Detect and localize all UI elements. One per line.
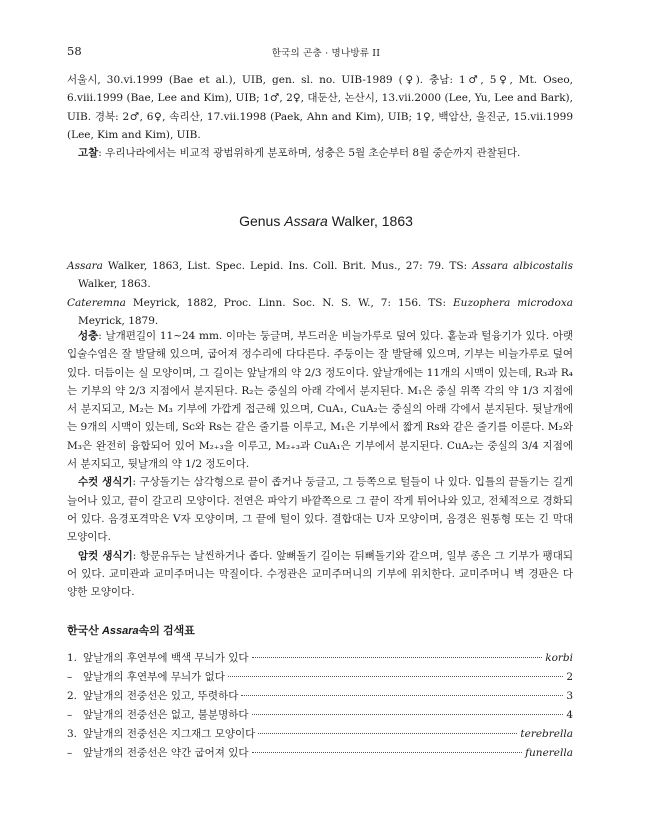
page-number: 58: [67, 44, 82, 58]
type-species-author: Meyrick, 1879.: [78, 314, 159, 327]
synonym-list: [67, 257, 573, 330]
key-title: [67, 622, 195, 638]
key-couplet-text: 앞날개의 전중선은 약간 굽어져 있다: [83, 747, 249, 759]
records-text: 서울시, 30.vi.1999 (Bae et al.), UIB, gen. sl. no. UIB-1989 (♀). 충남: 1♂, 5♀, Mt. Oseo, 6.viii.1999 (Bae, Lee and Kim), UIB; 1♂, 2♀, 대둔산, 논산시, 13.vii.2000 (Lee, Yu, Lee and Bark), UIB. 경북: 2♂, 6♀, 속리산, 17.vii.1998 (Paek, Ahn and Kim), UIB; 1♀, 백암산, 울진군, 15.vii.1999 (Lee, Kim and Kim), UIB.: [67, 74, 573, 141]
description-section: [67, 327, 573, 601]
key-couplet-number: –: [67, 747, 73, 759]
key-couplet-number: 3.: [67, 728, 78, 740]
genus-heading-author: Walker, 1863: [327, 213, 413, 229]
adult-paragraph: [67, 327, 573, 473]
synonym-name: Assara: [67, 260, 103, 272]
synonym-entry: [67, 257, 573, 294]
key-result: korbi: [545, 652, 573, 664]
genus-heading: [0, 213, 652, 229]
running-title: 한국의 곤충 · 명나방류 II: [271, 48, 381, 59]
key-row: [67, 650, 573, 669]
remarks-text: : 우리나라에서는 비교적 광범위하게 분포하며, 성충은 5월 초순부터 8월 중순까지 관찰된다.: [98, 147, 521, 160]
synonym-citation: Meyrick, 1882, Proc. Linn. Soc. N. S. W., 7: 156. TS:: [125, 296, 454, 309]
records-section: [67, 71, 573, 162]
leader-dots: [252, 657, 543, 658]
key-title-genus: Assara: [101, 625, 139, 637]
key-result: 3: [566, 690, 573, 702]
key-couplet-number: 1.: [67, 652, 78, 664]
genus-heading-name: Assara: [284, 213, 328, 229]
key-result: terebrella: [520, 728, 573, 740]
type-species: Euzophera microdoxa: [453, 296, 574, 309]
female-genitalia-label: 암컷 생식기: [78, 549, 133, 562]
male-genitalia-label: 수컷 생식기: [78, 476, 133, 489]
key-title-prefix: 한국산: [67, 625, 102, 637]
key-result: 4: [566, 709, 573, 721]
key-result: funerella: [525, 747, 573, 759]
key-row: [67, 688, 573, 707]
type-species: Assara albicostalis: [472, 260, 574, 272]
key-couplet-text: 앞날개의 후연부에 무늬가 없다: [83, 671, 225, 683]
key-title-suffix: 속의 검색표: [138, 625, 195, 637]
genus-heading-prefix: Genus: [239, 213, 285, 229]
type-species-author: Walker, 1863.: [78, 278, 151, 291]
key-couplet-text: 앞날개의 전중선은 있고, 뚜렷하다: [83, 690, 239, 702]
male-genitalia-paragraph: [67, 473, 573, 546]
remarks-paragraph: [67, 144, 573, 162]
synonym-name: Cateremna: [67, 296, 126, 309]
female-genitalia-text: : 항문유두는 날씬하거나 좁다. 앞뼈돌기 길이는 뒤뼈돌기와 같으며, 일부 종은 그 기부가 팽대되어 있다. 교미관과 교미주머니는 막질이다. 수정관은 교미주머니의 기부에 위치한다. 교미주머니 벽 경판은 다양한 모양이다.: [67, 549, 573, 599]
leader-dots: [252, 752, 523, 753]
identification-key: [67, 650, 573, 764]
key-couplet-number: –: [67, 709, 73, 721]
key-couplet-number: 2.: [67, 690, 78, 702]
adult-text: : 날개편길이 11~24 mm. 이마는 둥글며, 부드러운 비늘가루로 덮여 있다. 홑눈과 털융기가 있다. 아랫입술수염은 잘 발달해 있으며, 굽어져 정수리에 다다른다. 주둥이는 잘 발달해 있으며, 기부는 비늘가루로 덮여 있다. 더듬이는 실 모양이며, 그 길이는 앞날개의 약 2/3 정도이다. 앞날개에는 11개의 시맥이 있는데, R₃과 R₄는 기부의 약 2/3 지점에서 분지된다. R₂는 중실의 아래 각에서 분지된다. M₁은 중실 위쪽 각의 약 1/3 지점에서 분지되고, M₂는 M₃ 기부에 가깝게 접근해 있으며, CuA₁, CuA₂는 중실의 아래 각에서 분지된다. 뒷날개에는 9개의 시맥이 있는데, Sc와 Rs는 같은 줄기를 이루고, M₁은 기부에서 짧게 Rs와 같은 줄기를 이룬다. M₂와 M₃은 완전히 융합되어 있어 M₂₊₃을 이루고, M₂₊₃과 CuA₁은 기부에서 분지된다. CuA₂는 중실의 3/4 지점에서 분지되고, 뒷날개의 약 1/2 정도이다.: [67, 330, 573, 471]
key-row: [67, 669, 573, 688]
key-couplet-text: 앞날개의 전중선은 없고, 불분명하다: [83, 709, 249, 721]
female-genitalia-paragraph: [67, 547, 573, 602]
synonym-entry: [67, 294, 573, 331]
male-genitalia-text: : 구상돌기는 삼각형으로 끝이 좁거나 둥글고, 그 등쪽으로 털들이 나 있다. 입틀의 끝돌기는 길게 늘어나 있고, 끝이 갈고리 모양이다. 전연은 파악기 바깥쪽으로 그 끝이 작게 튀어나와 있고, 전체적으로 경화되어 있다. 음경포격막은 V자 모양이며, 그 끝에 털이 있다. 결합대는 U자 모양이며, 음경은 원통형 또는 긴 막대 모양이다.: [67, 476, 573, 544]
leader-dots: [228, 676, 563, 677]
leader-dots: [258, 733, 517, 734]
adult-label: 성충: [78, 330, 99, 342]
synonym-citation: Walker, 1863, List. Spec. Lepid. Ins. Coll. Brit. Mus., 27: 79. TS:: [102, 260, 473, 272]
key-couplet-number: –: [67, 671, 73, 683]
key-couplet-text: 앞날개의 후연부에 백색 무늬가 있다: [83, 652, 249, 664]
key-row: [67, 745, 573, 764]
remarks-label: 고찰: [78, 147, 99, 160]
key-row: [67, 707, 573, 726]
leader-dots: [252, 714, 564, 715]
leader-dots: [241, 695, 563, 696]
key-result: 2: [566, 671, 573, 683]
key-row: [67, 726, 573, 745]
key-couplet-text: 앞날개의 전중선은 지그재그 모양이다: [83, 728, 256, 740]
